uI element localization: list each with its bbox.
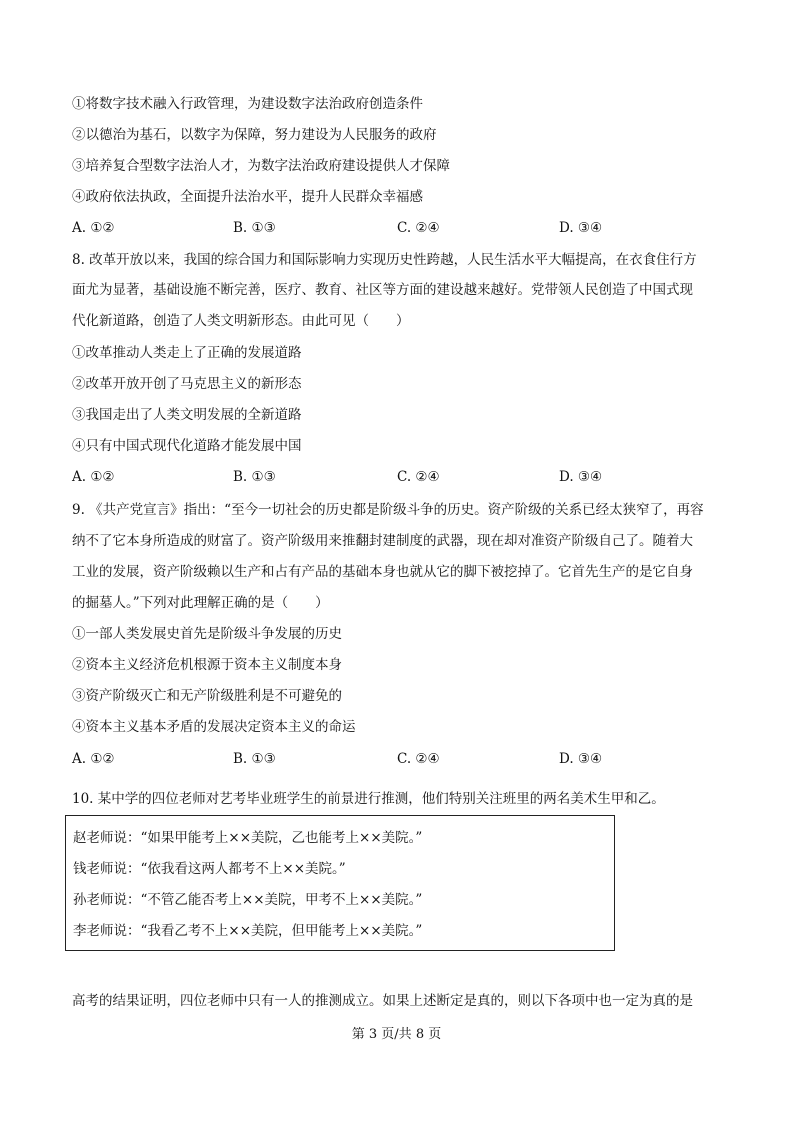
q7-statement-1: ①将数字技术融入行政管理，为建设数字法治政府创造条件	[72, 96, 423, 112]
q9-stem-line-2: 纳不了它本身所造成的财富了。资产阶级用来推翻封建制度的武器，现在却对准资产阶级自己了。随着大	[72, 533, 693, 549]
page-footer: 第 3 页/共 8 页	[351, 1027, 442, 1042]
q7-statement-2: ②以德治为基石，以数字为保障，努力建设为人民服务的政府	[72, 127, 437, 143]
q8-stem-line-1: 8. 改革开放以来，我国的综合国力和国际影响力实现历史性跨越，人民生活水平大幅提高，在衣食住行方	[72, 252, 697, 268]
q8-option-c[interactable]: C. ②④	[397, 469, 440, 485]
q10-after-text: 高考的结果证明，四位老师中只有一人的推测成立。如果上述断定是真的，则以下各项中也一定为真的是	[72, 993, 693, 1009]
q9-option-d[interactable]: D. ③④	[559, 751, 603, 767]
q7-option-c[interactable]: C. ②④	[397, 220, 440, 236]
q8-options	[72, 467, 672, 487]
q8-option-a[interactable]: A. ①②	[72, 469, 115, 485]
q8-statement-1: ①改革推动人类走上了正确的发展道路	[72, 345, 302, 361]
q8-option-b[interactable]: B. ①③	[233, 469, 276, 485]
q8-statement-4: ④只有中国式现代化道路才能发展中国	[72, 438, 302, 454]
q8-option-d[interactable]: D. ③④	[559, 469, 603, 485]
q9-option-b[interactable]: B. ①③	[233, 751, 276, 767]
q9-statement-3: ③资产阶级灭亡和无产阶级胜利是不可避免的	[72, 688, 342, 704]
q9-options	[72, 749, 672, 769]
q9-statement-4: ④资本主义基本矛盾的发展决定资本主义的命运	[72, 719, 356, 735]
q7-option-d[interactable]: D. ③④	[559, 220, 603, 236]
q9-stem-line-3: 工业的发展，资产阶级赖以生产和占有产品的基础本身也就从它的脚下被挖掉了。它首先生产的是它自身	[72, 564, 693, 580]
q10-box-line-qian: 钱老师说：“依我看这两人都考不上××美院。”	[73, 861, 346, 877]
q7-option-a[interactable]: A. ①②	[72, 220, 115, 236]
q7-statement-4: ④政府依法执政，全面提升法治水平，提升人民群众幸福感	[72, 189, 423, 205]
q9-stem-line-1: 9. 《共产党宣言》指出：“至今一切社会的历史都是阶级斗争的历史。资产阶级的关系已经太狭窄了，再容	[72, 502, 704, 518]
q10-stem: 10. 某中学的四位老师对艺考毕业班学生的前景进行推测，他们特别关注班里的两名美术生甲和乙。	[72, 791, 665, 807]
q10-box-line-zhao: 赵老师说：“如果甲能考上××美院，乙也能考上××美院。”	[73, 830, 423, 846]
q9-option-a[interactable]: A. ①②	[72, 751, 115, 767]
q10-box-line-li: 李老师说：“我看乙考不上××美院，但甲能考上××美院。”	[73, 923, 423, 939]
q10-quote-box	[65, 815, 615, 951]
q9-stem-line-4: 的掘墓人。”下列对此理解正确的是（ ）	[72, 595, 329, 611]
q8-stem-line-3: 代化新道路，创造了人类文明新形态。由此可见（ ）	[72, 313, 410, 329]
q7-options	[72, 218, 672, 238]
q10-box-line-sun: 孙老师说：“不管乙能否考上××美院，甲考不上××美院。”	[73, 892, 423, 908]
q9-statement-1: ①一部人类发展史首先是阶级斗争发展的历史	[72, 626, 342, 642]
q9-statement-2: ②资本主义经济危机根源于资本主义制度本身	[72, 657, 342, 673]
q8-stem-line-2: 面尤为显著，基础设施不断完善，医疗、教育、社区等方面的建设越来越好。党带领人民创造了中国式现	[72, 282, 693, 298]
q8-statement-2: ②改革开放开创了马克思主义的新形态	[72, 376, 302, 392]
q9-option-c[interactable]: C. ②④	[397, 751, 440, 767]
q7-statement-3: ③培养复合型数字法治人才，为数字法治政府建设提供人才保障	[72, 158, 450, 174]
q8-statement-3: ③我国走出了人类文明发展的全新道路	[72, 407, 302, 423]
q7-option-b[interactable]: B. ①③	[233, 220, 276, 236]
